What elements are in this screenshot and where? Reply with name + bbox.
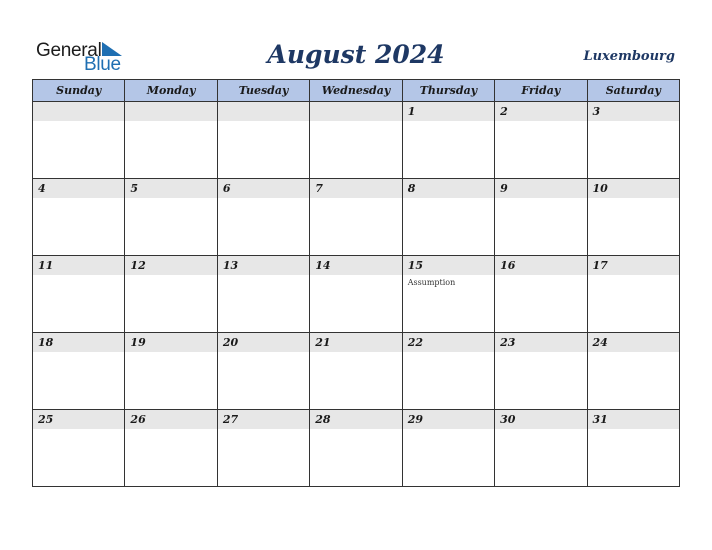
- day-number-bar: [588, 410, 679, 429]
- day-number: 27: [222, 413, 239, 426]
- day-number-bar: [403, 102, 494, 121]
- calendar-day-cell: [125, 333, 217, 410]
- day-number: 24: [592, 336, 608, 349]
- calendar-day-cell: [310, 179, 402, 256]
- calendar-day-cell: [217, 333, 309, 410]
- day-number-bar: [125, 410, 216, 429]
- calendar-day-cell: [310, 256, 402, 333]
- day-number: [125, 102, 216, 105]
- day-number: 20: [222, 336, 239, 349]
- calendar-day-cell: [402, 102, 494, 179]
- weekday-header: Friday: [495, 80, 587, 102]
- day-number: 1: [407, 105, 416, 118]
- calendar-day-cell: [495, 333, 587, 410]
- day-number: 22: [407, 336, 423, 349]
- day-number: 30: [500, 413, 516, 426]
- day-number-bar: [403, 410, 494, 429]
- calendar-day-cell: [402, 410, 494, 487]
- day-number-bar: [588, 179, 679, 198]
- day-number-bar: [218, 410, 309, 429]
- calendar-grid: [32, 79, 680, 487]
- day-number-bar: [218, 256, 309, 275]
- day-number-bar: [310, 256, 401, 275]
- day-number: 19: [130, 336, 146, 349]
- logo-blue-text: Blue: [84, 54, 121, 75]
- weekday-header: Tuesday: [217, 80, 309, 102]
- day-number: 17: [592, 259, 608, 272]
- calendar-week-row: [33, 179, 680, 256]
- calendar-day-cell: [587, 333, 679, 410]
- calendar-day-cell: [125, 179, 217, 256]
- day-number: 5: [130, 182, 139, 195]
- day-number-bar: [588, 333, 679, 352]
- calendar-day-cell: [587, 410, 679, 487]
- weekday-header: Saturday: [587, 80, 679, 102]
- weekday-header: Monday: [125, 80, 217, 102]
- day-number: 14: [315, 259, 331, 272]
- logo-general-text: General: [36, 40, 102, 61]
- day-number-bar: [495, 410, 586, 429]
- holiday-label: Assumption: [407, 278, 456, 287]
- day-number-bar: [588, 102, 679, 121]
- calendar-day-cell: [495, 179, 587, 256]
- day-number-bar: [218, 333, 309, 352]
- day-number: 9: [500, 182, 508, 195]
- day-number-bar: [495, 256, 586, 275]
- day-number: [33, 102, 124, 105]
- calendar-day-cell: [587, 102, 679, 179]
- weekday-header: Wednesday: [310, 80, 402, 102]
- day-number: 28: [315, 413, 331, 426]
- day-number-bar: [403, 256, 494, 275]
- calendar-day-cell: [217, 256, 309, 333]
- day-number-bar: [125, 179, 216, 198]
- calendar-day-cell: [33, 256, 125, 333]
- calendar-week-row: [33, 102, 680, 179]
- day-number: 25: [38, 413, 54, 426]
- day-number: 2: [500, 105, 508, 118]
- day-number-bar: [495, 179, 586, 198]
- calendar-day-cell: [125, 102, 217, 179]
- day-number: [218, 102, 309, 105]
- day-number: 8: [407, 182, 416, 195]
- calendar-week-row: [33, 410, 680, 487]
- weekday-header: Sunday: [33, 80, 125, 102]
- day-number-bar: [310, 179, 401, 198]
- calendar-day-cell: [310, 102, 402, 179]
- calendar-week-row: [33, 256, 680, 333]
- calendar-day-cell: [125, 410, 217, 487]
- calendar-day-cell: [402, 179, 494, 256]
- day-number-bar: [310, 410, 401, 429]
- day-number-bar: [310, 102, 401, 121]
- day-number-bar: [495, 333, 586, 352]
- calendar-day-cell: [33, 102, 125, 179]
- weekday-header-row: [33, 80, 680, 102]
- day-number-bar: [33, 179, 124, 198]
- day-number-bar: [588, 256, 679, 275]
- day-number: 4: [38, 182, 46, 195]
- day-number: 16: [500, 259, 516, 272]
- day-number-bar: [125, 333, 216, 352]
- weekday-header: Thursday: [402, 80, 494, 102]
- calendar-day-cell: [587, 256, 679, 333]
- day-number-bar: [403, 179, 494, 198]
- day-number-bar: [33, 410, 124, 429]
- day-number: 26: [130, 413, 146, 426]
- calendar-day-cell: [495, 256, 587, 333]
- day-number: 11: [38, 259, 54, 272]
- day-number: 29: [407, 413, 423, 426]
- day-number: 7: [315, 182, 323, 195]
- day-number-bar: [403, 333, 494, 352]
- calendar-day-cell: [33, 410, 125, 487]
- day-number-bar: [495, 102, 586, 121]
- calendar-day-cell: [402, 256, 494, 333]
- day-number: 12: [130, 259, 146, 272]
- day-number: 10: [592, 182, 608, 195]
- day-number-bar: [310, 333, 401, 352]
- day-number: 21: [315, 336, 331, 349]
- day-number: [310, 102, 401, 105]
- day-number-bar: [125, 102, 216, 121]
- day-number: 31: [592, 413, 608, 426]
- day-number: 23: [500, 336, 516, 349]
- calendar-day-cell: [587, 179, 679, 256]
- calendar-day-cell: [217, 179, 309, 256]
- day-number-bar: [33, 333, 124, 352]
- day-number: 3: [592, 105, 601, 118]
- day-number-bar: [125, 256, 216, 275]
- calendar-day-cell: [125, 256, 217, 333]
- day-number: 13: [222, 259, 239, 272]
- calendar-day-cell: [495, 102, 587, 179]
- day-number: 15: [407, 259, 423, 272]
- calendar-day-cell: [217, 102, 309, 179]
- calendar-day-cell: [495, 410, 587, 487]
- day-number-bar: [218, 179, 309, 198]
- day-number: 18: [38, 336, 54, 349]
- country-label: Luxembourg: [583, 49, 675, 64]
- calendar-day-cell: [33, 333, 125, 410]
- calendar-day-cell: [402, 333, 494, 410]
- calendar-day-cell: [217, 410, 309, 487]
- day-number-bar: [33, 256, 124, 275]
- day-number: 6: [222, 182, 231, 195]
- day-number-bar: [218, 102, 309, 121]
- calendar-day-cell: [310, 410, 402, 487]
- day-number-bar: [33, 102, 124, 121]
- calendar-day-cell: [33, 179, 125, 256]
- calendar-title: August 2024: [267, 40, 445, 69]
- calendar-week-row: [33, 333, 680, 410]
- calendar-day-cell: [310, 333, 402, 410]
